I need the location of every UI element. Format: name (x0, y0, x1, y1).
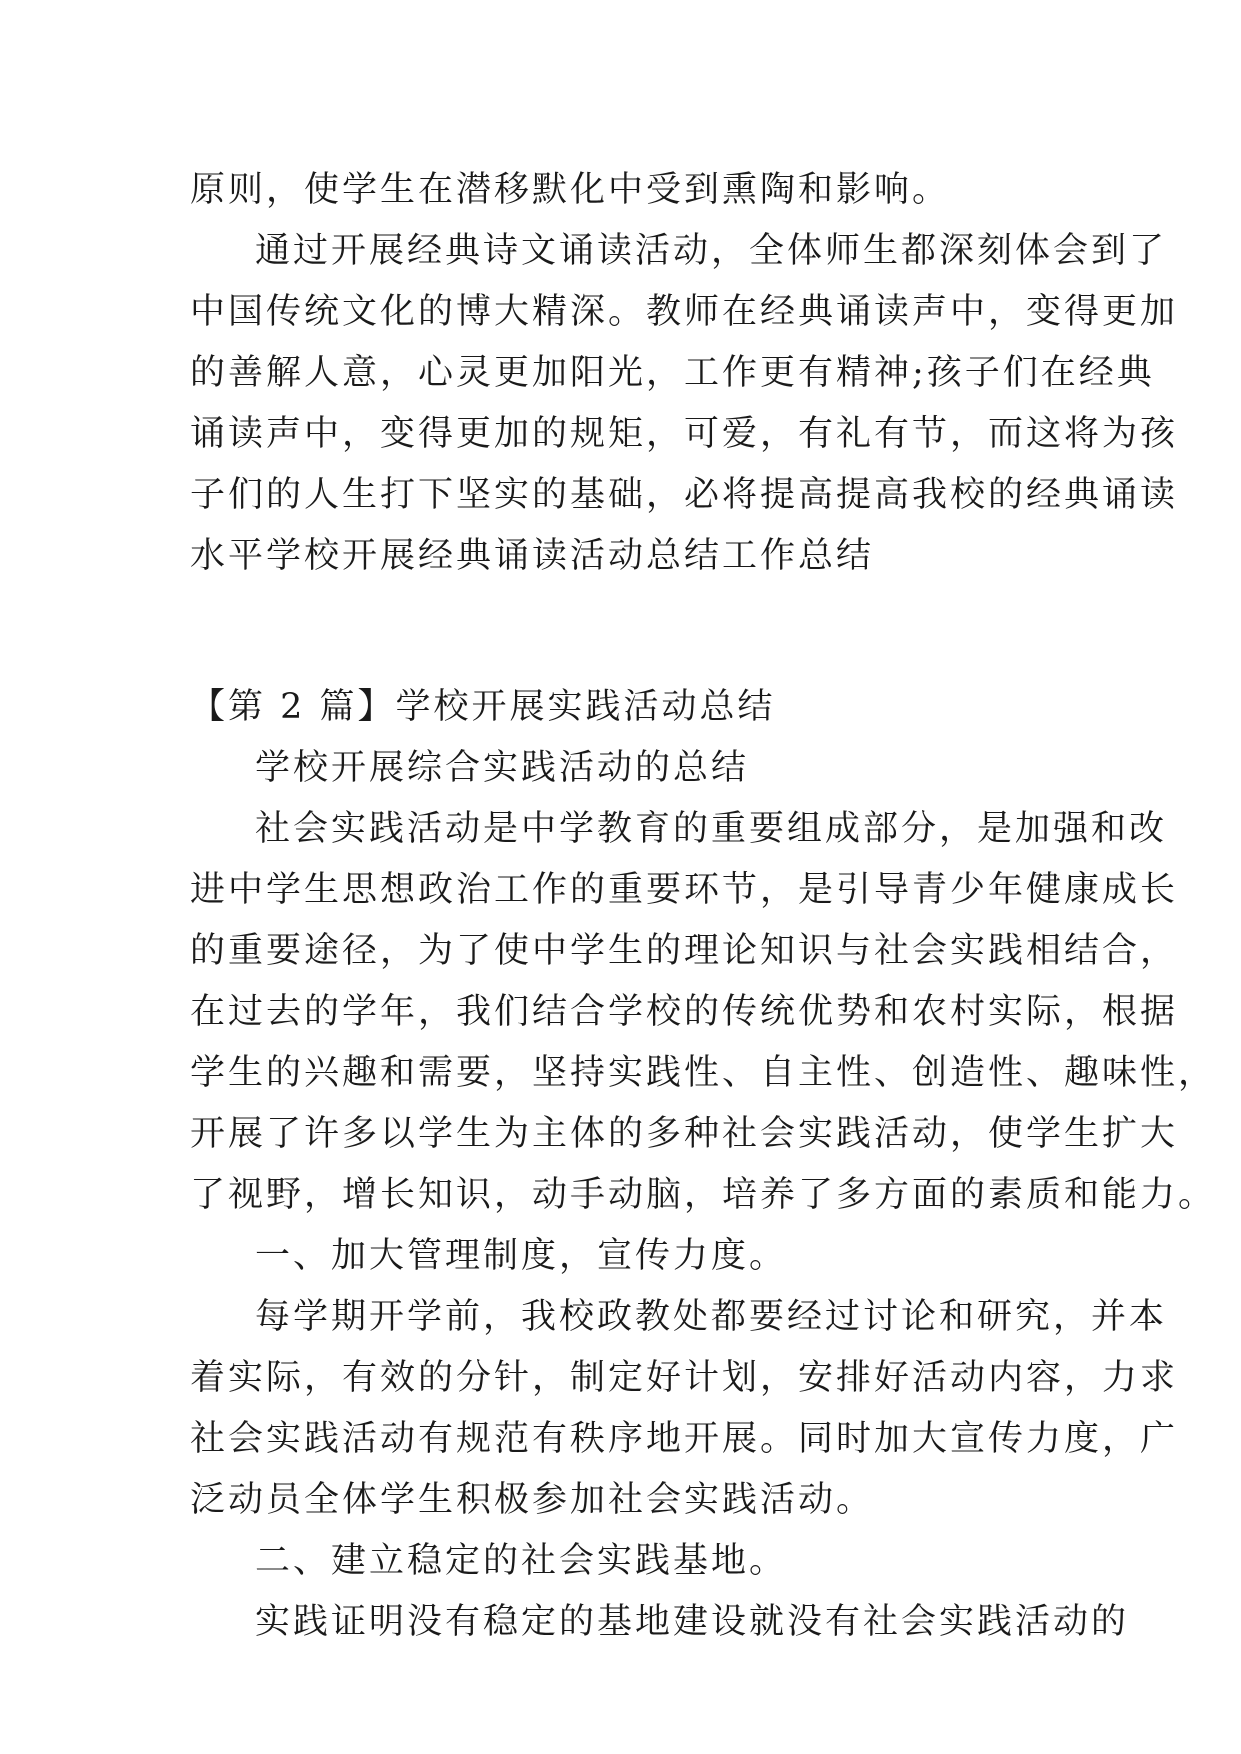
paragraph-line: 社会实践活动有规范有秩序地开展。同时加大宣传力度，广 (190, 1419, 1179, 1459)
paragraph-line: 着实际，有效的分针，制定好计划，安排好活动内容，力求 (190, 1358, 1179, 1398)
section-subtitle: 学校开展综合实践活动的总结 (255, 748, 750, 788)
paragraph-line: 泛动员全体学生积极参加社会实践活动。 (190, 1480, 875, 1520)
paragraph-line: 每学期开学前，我校政教处都要经过讨论和研究，并本 (255, 1297, 1168, 1337)
paragraph-line: 通过开展经典诗文诵读活动，全体师生都深刻体会到了 (255, 231, 1168, 271)
subsection-heading: 二、建立稳定的社会实践基地。 (255, 1541, 788, 1581)
document-body (190, 160, 1217, 1653)
section-spacer (190, 587, 1070, 677)
paragraph-line: 实践证明没有稳定的基地建设就没有社会实践活动的 (255, 1602, 1130, 1642)
paragraph-line: 诵读声中，变得更加的规矩，可爱，有礼有节，而这将为孩 (190, 414, 1179, 454)
paragraph-line: 在过去的学年，我们结合学校的传统优势和农村实际，根据 (190, 992, 1179, 1032)
paragraph-line: 进中学生思想政治工作的重要环节，是引导青少年健康成长 (190, 870, 1179, 910)
paragraph-line: 社会实践活动是中学教育的重要组成部分，是加强和改 (255, 809, 1168, 849)
paragraph-line: 原则，使学生在潜移默化中受到熏陶和影响。 (190, 170, 951, 210)
paragraph-line: 子们的人生打下坚实的基础，必将提高提高我校的经典诵读 (190, 475, 1179, 515)
paragraph-line: 学生的兴趣和需要，坚持实践性、自主性、创造性、趣味性， (190, 1053, 1217, 1093)
paragraph-line: 中国传统文化的博大精深。教师在经典诵读声中，变得更加 (190, 292, 1179, 332)
paragraph-line: 的善解人意，心灵更加阳光，工作更有精神;孩子们在经典 (190, 353, 1155, 393)
paragraph-line: 的重要途径，为了使中学生的理论知识与社会实践相结合， (190, 931, 1179, 971)
paragraph-line: 了视野，增长知识，动手动脑，培养了多方面的素质和能力。 (190, 1175, 1217, 1215)
paragraph-line: 水平学校开展经典诵读活动总结工作总结 (190, 536, 875, 576)
subsection-heading: 一、加大管理制度，宣传力度。 (255, 1236, 788, 1276)
paragraph-line: 开展了许多以学生为主体的多种社会实践活动，使学生扩大 (190, 1114, 1179, 1154)
section-heading: 【第 2 篇】学校开展实践活动总结 (190, 687, 776, 727)
